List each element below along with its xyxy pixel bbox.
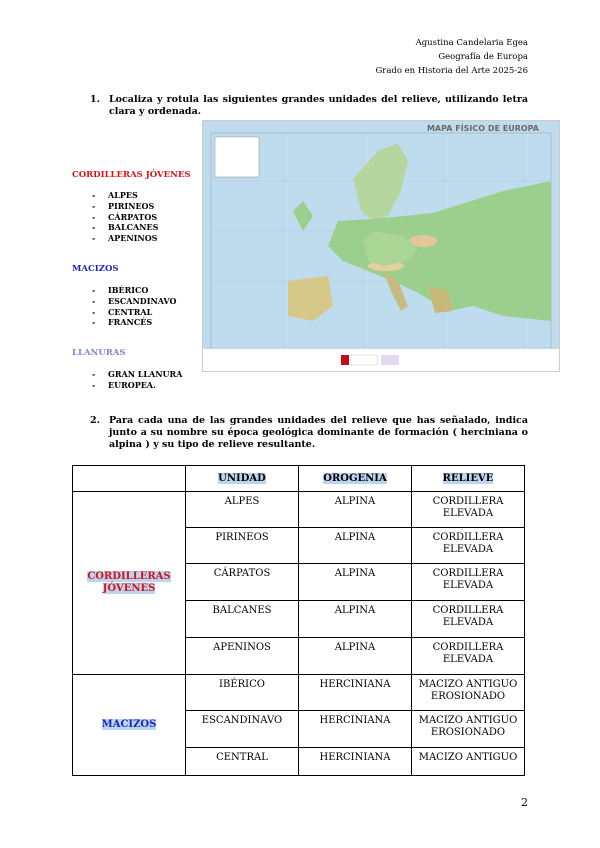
cell-relieve xyxy=(412,528,525,564)
header-unidad xyxy=(186,466,299,492)
cell-orogenia: HERCINIANA xyxy=(299,675,412,711)
header-relieve xyxy=(412,466,525,492)
list-item: - APENINOS xyxy=(92,233,158,244)
cell-unidad: PIRINEOS xyxy=(186,528,299,564)
group-cordilleras-cell xyxy=(73,492,186,675)
cell-relieve xyxy=(412,638,525,675)
cell-relieve xyxy=(412,748,525,776)
cell-relieve xyxy=(412,675,525,711)
question-2-text: Para cada una de las grandes unidades del relieve que has señalado, indica junto a su nombre su época geológica dominante de formación ( herciniana o alpina ) y su tipo de relieve resultante. xyxy=(109,415,528,450)
cell-orogenia: HERCINIANA xyxy=(299,711,412,748)
relieve-line: MACIZO ANTIGUO xyxy=(418,679,518,690)
header-text: UNIDAD xyxy=(218,472,266,484)
table-corner-cell xyxy=(73,466,186,492)
relieve-line: ELEVADA xyxy=(442,654,494,665)
relieve-line: ELEVADA xyxy=(442,580,494,591)
cell-orogenia: ALPINA xyxy=(299,638,412,675)
llanuras-list xyxy=(92,369,182,391)
cell-orogenia: ALPINA xyxy=(299,564,412,601)
relieve-line: MACIZO ANTIGUO xyxy=(418,752,518,763)
cordilleras-title: CORDILLERAS JÓVENES xyxy=(72,170,191,180)
header-text: OROGENIA xyxy=(323,472,387,484)
cell-orogenia: ALPINA xyxy=(299,601,412,638)
table-row xyxy=(73,492,525,528)
question-1-text: Localiza y rotula las siguientes grandes unidades del relieve, utilizando letra clara y ordenada. xyxy=(109,94,528,117)
macizos-list xyxy=(92,285,176,328)
map-title: MAPA FÍSICO DE EUROPA xyxy=(426,124,539,133)
list-item: - PIRINEOS xyxy=(92,201,158,212)
cell-relieve xyxy=(412,564,525,601)
group-cordilleras-label xyxy=(87,571,170,594)
relieve-line: MACIZO ANTIGUO xyxy=(418,715,518,726)
list-item: - CENTRAL xyxy=(92,307,176,318)
cell-unidad: CENTRAL xyxy=(186,748,299,776)
list-item: - ALPES xyxy=(92,190,158,201)
author-name: Agustina Candelaria Egea xyxy=(415,38,528,48)
cell-relieve xyxy=(412,492,525,528)
relieve-line: CORDILLERA xyxy=(432,496,504,507)
cell-orogenia: ALPINA xyxy=(299,528,412,564)
cell-unidad: ALPES xyxy=(186,492,299,528)
header-orogenia xyxy=(299,466,412,492)
relief-table xyxy=(72,465,525,776)
relieve-line: ELEVADA xyxy=(442,544,494,555)
cell-unidad: APENINOS xyxy=(186,638,299,675)
group-label-line: JÓVENES xyxy=(102,583,156,594)
group-label-line: CORDILLERAS xyxy=(87,571,171,582)
page-number: 2 xyxy=(521,796,528,809)
cordilleras-list xyxy=(92,190,158,244)
relieve-line: ELEVADA xyxy=(442,617,494,628)
cell-unidad: CÁRPATOS xyxy=(186,564,299,601)
relieve-line: ELEVADA xyxy=(442,508,494,519)
table-row xyxy=(73,675,525,711)
list-item: - GRAN LLANURA xyxy=(92,369,182,380)
relieve-line: CORDILLERA xyxy=(432,532,504,543)
question-2-number: 2. xyxy=(90,415,100,426)
llanuras-title: LLANURAS xyxy=(72,348,126,358)
list-item-continuation xyxy=(92,317,176,328)
cell-orogenia: ALPINA xyxy=(299,492,412,528)
list-item-continuation: - EUROPEA. xyxy=(92,380,182,391)
cell-relieve xyxy=(412,601,525,638)
list-item: - CÁRPATOS xyxy=(92,212,158,223)
list-item: - IBÉRICO xyxy=(92,285,176,296)
group-macizos-label: MACIZOS xyxy=(101,719,157,730)
cell-unidad: BALCANES xyxy=(186,601,299,638)
cell-unidad: ESCANDINAVO xyxy=(186,711,299,748)
cell-unidad: IBÉRICO xyxy=(186,675,299,711)
question-1-number: 1. xyxy=(90,94,100,105)
header-text: RELIEVE xyxy=(442,472,494,484)
question-2 xyxy=(90,415,528,451)
macizos-title: MACIZOS xyxy=(72,264,119,274)
relieve-line: EROSIONADO xyxy=(430,691,506,702)
relieve-line: CORDILLERA xyxy=(432,568,504,579)
degree-name: Grado en Historia del Arte 2025-26 xyxy=(375,66,528,76)
table-header-row xyxy=(73,466,525,492)
relieve-line: EROSIONADO xyxy=(430,727,506,738)
group-macizos-cell xyxy=(73,675,186,776)
relieve-line: CORDILLERA xyxy=(432,642,504,653)
document-header xyxy=(375,36,528,78)
cell-orogenia: HERCINIANA xyxy=(299,748,412,776)
cell-relieve xyxy=(412,711,525,748)
course-name: Geografía de Europa xyxy=(438,52,528,62)
question-1 xyxy=(90,94,528,118)
list-item: - ESCANDINAVO xyxy=(92,296,176,307)
europe-physical-map xyxy=(202,120,560,372)
list-item-text: FRANCÉS xyxy=(108,317,153,328)
list-item: - BALCANES xyxy=(92,222,158,233)
map-graphic xyxy=(203,121,559,371)
relieve-line: CORDILLERA xyxy=(432,605,504,616)
